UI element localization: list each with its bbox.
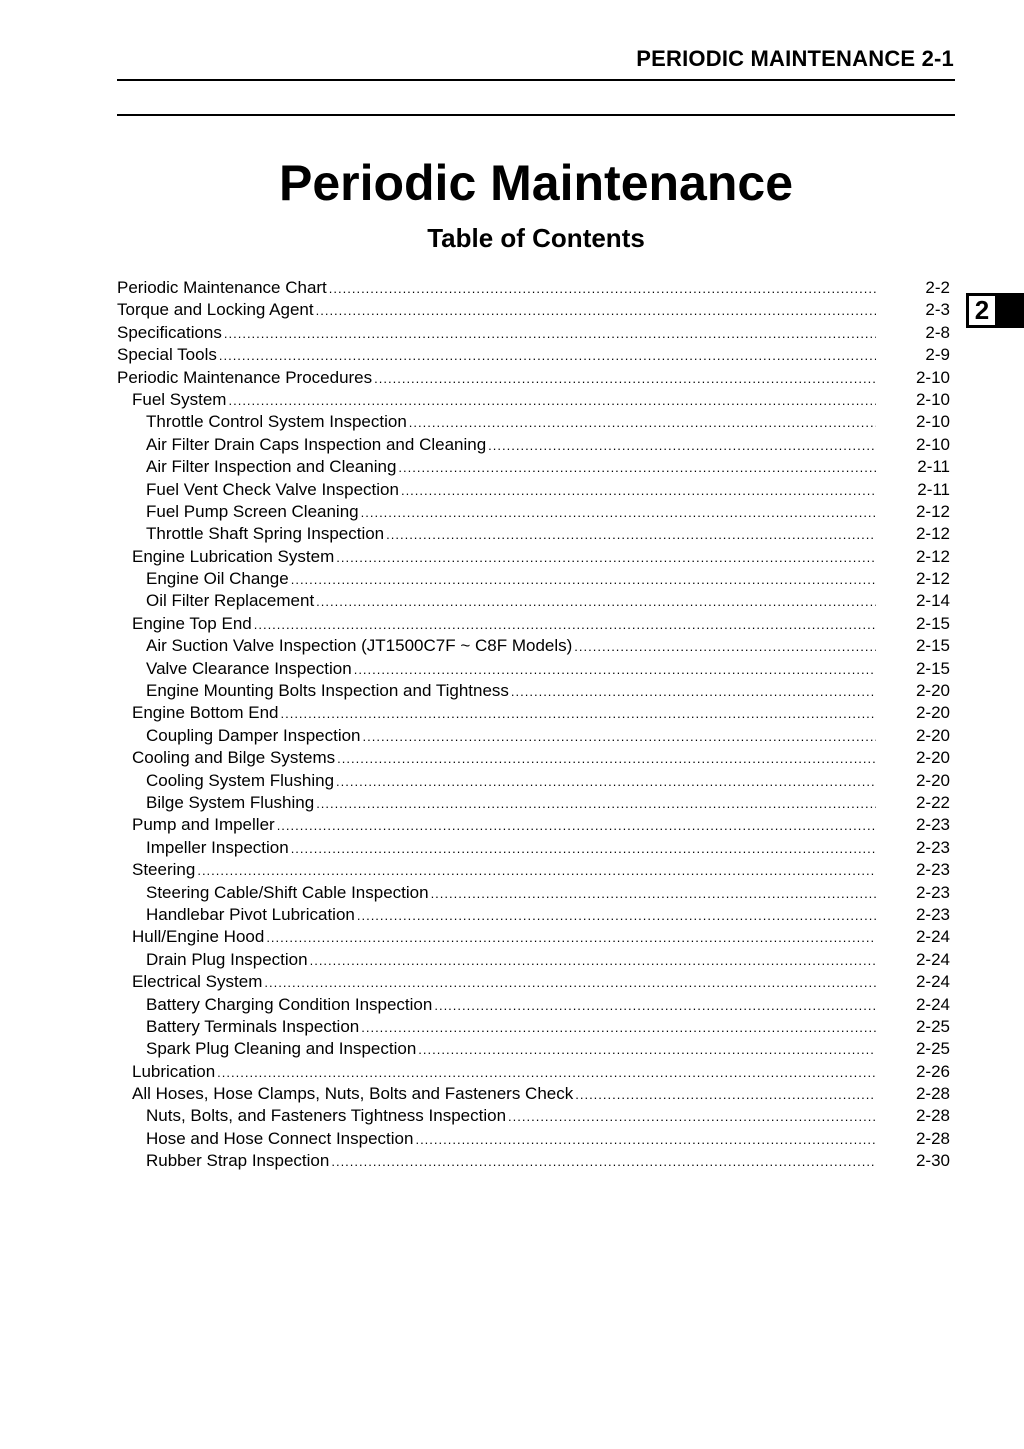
toc-entry-page: 2-3 xyxy=(925,300,950,320)
toc-entry-page: 2-12 xyxy=(915,569,950,589)
dot-leader xyxy=(357,905,876,927)
dot-leader xyxy=(291,569,876,591)
toc-entry-page: 2-12 xyxy=(915,546,950,566)
toc-entry-page: 2-23 xyxy=(915,882,950,902)
dot-leader xyxy=(219,345,876,367)
toc-entry-label: Special Tools xyxy=(117,345,217,365)
dot-leader xyxy=(310,950,876,972)
toc-entry-page: 2-28 xyxy=(915,1106,950,1126)
running-header-title: PERIODIC MAINTENANCE 2-1 xyxy=(636,46,954,71)
chapter-tab-number: 2 xyxy=(968,295,996,326)
dot-leader xyxy=(316,300,876,322)
toc-entry[interactable] xyxy=(117,792,952,814)
toc-entry[interactable] xyxy=(117,837,952,859)
dot-leader xyxy=(575,1084,876,1106)
toc-entry[interactable] xyxy=(117,501,952,523)
toc-entry[interactable] xyxy=(117,770,952,792)
toc-entry-label: Periodic Maintenance Chart xyxy=(117,278,327,297)
dot-leader xyxy=(336,547,876,569)
toc-entry-page: 2-20 xyxy=(915,703,950,723)
toc-entry-label: Spark Plug Cleaning and Inspection xyxy=(146,1039,417,1059)
toc-entry-page: 2-24 xyxy=(915,994,950,1014)
toc-entry-page: 2-23 xyxy=(915,904,950,924)
dot-leader xyxy=(386,524,876,546)
dot-leader xyxy=(511,681,876,703)
toc-entry-page: 2-10 xyxy=(915,434,950,454)
dot-leader xyxy=(354,659,876,681)
toc-entry-label: Periodic Maintenance Procedures xyxy=(117,367,373,387)
toc-entry-page: 2-24 xyxy=(915,927,950,947)
dot-leader xyxy=(277,815,876,837)
toc-entry[interactable] xyxy=(117,613,952,635)
dot-leader xyxy=(415,1129,876,1151)
toc-entry-label: Battery Terminals Inspection xyxy=(146,1016,360,1036)
toc-entry-label: All Hoses, Hose Clamps, Nuts, Bolts and Fasteners Check xyxy=(132,1084,574,1104)
toc-entry[interactable] xyxy=(117,725,952,747)
toc-entry-page: 2-23 xyxy=(915,860,950,880)
dot-leader xyxy=(228,390,876,412)
toc-entry-page: 2-26 xyxy=(915,1061,950,1081)
toc-entry-label: Steering xyxy=(132,860,196,880)
toc-entry[interactable] xyxy=(117,814,952,836)
toc-entry-label: Valve Clearance Inspection xyxy=(146,658,352,678)
toc-entry-label: Cooling System Flushing xyxy=(146,770,335,790)
toc-entry[interactable] xyxy=(117,1016,952,1038)
toc-entry-page: 2-9 xyxy=(925,345,950,365)
dot-leader xyxy=(374,368,876,390)
dot-leader xyxy=(401,480,876,502)
toc-entry[interactable] xyxy=(117,702,952,724)
dot-leader xyxy=(329,278,876,300)
toc-entry[interactable] xyxy=(117,904,952,926)
toc-entry-label: Engine Mounting Bolts Inspection and Tightness xyxy=(146,681,509,701)
toc-entry-label: Engine Top End xyxy=(132,613,252,633)
table-of-contents xyxy=(117,277,952,1173)
toc-entry-page: 2-25 xyxy=(915,1039,950,1059)
toc-entry-label: Air Filter Drain Caps Inspection and Cleaning xyxy=(146,434,487,454)
toc-entry[interactable] xyxy=(117,277,952,299)
toc-entry[interactable] xyxy=(117,949,952,971)
header-rule xyxy=(117,79,955,81)
toc-entry[interactable] xyxy=(117,1105,952,1127)
toc-heading: Table of Contents xyxy=(427,223,645,253)
toc-entry[interactable] xyxy=(117,434,952,456)
toc-entry-label: Fuel Vent Check Valve Inspection xyxy=(146,479,399,499)
toc-entry-page: 2-2 xyxy=(925,278,950,297)
toc-entry-page: 2-23 xyxy=(915,837,950,857)
toc-entry-label: Cooling and Bilge Systems xyxy=(132,748,336,768)
toc-entry[interactable] xyxy=(117,1128,952,1150)
toc-entry-page: 2-15 xyxy=(915,636,950,656)
toc-entry-label: Electrical System xyxy=(132,972,263,992)
toc-entry-label: Impeller Inspection xyxy=(146,837,289,857)
toc-entry-page: 2-20 xyxy=(915,748,950,768)
toc-entry[interactable] xyxy=(117,1083,952,1105)
toc-entry[interactable] xyxy=(117,322,952,344)
toc-entry-label: Steering Cable/Shift Cable Inspection xyxy=(146,882,429,902)
toc-entry-page: 2-10 xyxy=(915,367,950,387)
toc-entry[interactable] xyxy=(117,747,952,769)
dot-leader xyxy=(331,1151,876,1173)
toc-entry-label: Lubrication xyxy=(132,1061,216,1081)
toc-entry-page: 2-10 xyxy=(915,412,950,432)
chapter-tab xyxy=(966,293,1024,328)
dot-leader xyxy=(363,726,876,748)
dot-leader xyxy=(264,972,876,994)
dot-leader xyxy=(316,793,876,815)
toc-entry-label: Nuts, Bolts, and Fasteners Tightness Inspection xyxy=(146,1106,507,1126)
toc-entry-label: Throttle Control System Inspection xyxy=(146,412,407,432)
toc-entry[interactable] xyxy=(117,1150,952,1172)
toc-entry[interactable] xyxy=(117,859,952,881)
dot-leader xyxy=(361,1017,876,1039)
toc-entry-label: Specifications xyxy=(117,322,222,342)
toc-entry-label: Coupling Damper Inspection xyxy=(146,725,361,745)
toc-entry-label: Fuel System xyxy=(132,389,227,409)
toc-entry-page: 2-24 xyxy=(915,949,950,969)
page-title: Periodic Maintenance xyxy=(278,155,794,211)
toc-entry-label: Oil Filter Replacement xyxy=(146,591,315,611)
toc-entry[interactable] xyxy=(117,523,952,545)
header-rule-secondary xyxy=(117,114,955,116)
dot-leader xyxy=(574,636,876,658)
dot-leader xyxy=(316,591,876,613)
dot-leader xyxy=(197,860,876,882)
toc-entry-page: 2-28 xyxy=(915,1128,950,1148)
toc-entry[interactable] xyxy=(117,568,952,590)
toc-entry-label: Hull/Engine Hood xyxy=(132,927,265,947)
toc-entry-label: Bilge System Flushing xyxy=(146,792,315,812)
toc-entry-page: 2-15 xyxy=(915,658,950,678)
toc-entry[interactable] xyxy=(117,590,952,612)
toc-entry[interactable] xyxy=(117,994,952,1016)
toc-entry-page: 2-24 xyxy=(915,972,950,992)
toc-entry-page: 2-30 xyxy=(915,1151,950,1171)
toc-entry-page: 2-15 xyxy=(915,613,950,633)
dot-leader xyxy=(217,1062,876,1084)
toc-entry-label: Air Suction Valve Inspection (JT1500C7F ~ C8F Models) xyxy=(146,636,573,656)
toc-entry[interactable] xyxy=(117,456,952,478)
toc-entry-page: 2-25 xyxy=(915,1016,950,1036)
toc-entry-label: Torque and Locking Agent xyxy=(117,300,314,320)
toc-entry[interactable] xyxy=(117,658,952,680)
toc-entry-label: Air Filter Inspection and Cleaning xyxy=(146,457,397,477)
toc-entry-page: 2-23 xyxy=(915,815,950,835)
dot-leader xyxy=(336,771,876,793)
toc-entry-label: Drain Plug Inspection xyxy=(146,949,308,969)
dot-leader xyxy=(434,995,876,1017)
toc-entry-page: 2-22 xyxy=(915,792,950,812)
toc-entry[interactable] xyxy=(117,299,952,321)
toc-entry-label: Rubber Strap Inspection xyxy=(146,1151,330,1171)
toc-entry-page: 2-10 xyxy=(915,389,950,409)
toc-entry-page: 2-20 xyxy=(915,681,950,701)
toc-entry-page: 2-12 xyxy=(915,524,950,544)
toc-entry[interactable] xyxy=(117,367,952,389)
dot-leader xyxy=(291,838,876,860)
toc-entry-label: Engine Oil Change xyxy=(146,569,289,589)
toc-entry-label: Throttle Shaft Spring Inspection xyxy=(146,524,385,544)
dot-leader xyxy=(488,435,876,457)
toc-entry-page: 2-12 xyxy=(915,501,950,521)
toc-entry[interactable] xyxy=(117,411,952,433)
toc-entry[interactable] xyxy=(117,680,952,702)
dot-leader xyxy=(431,883,876,905)
dot-leader xyxy=(361,502,876,524)
dot-leader xyxy=(398,457,876,479)
toc-entry-label: Battery Charging Condition Inspection xyxy=(146,994,433,1014)
toc-entry-label: Pump and Impeller xyxy=(132,815,275,835)
toc-entry[interactable] xyxy=(117,882,952,904)
toc-entry-page: 2-20 xyxy=(915,770,950,790)
toc-entry-label: Fuel Pump Screen Cleaning xyxy=(146,501,359,521)
toc-entry-label: Engine Lubrication System xyxy=(132,546,335,566)
toc-entry-page: 2-8 xyxy=(925,322,950,342)
dot-leader xyxy=(337,748,876,770)
toc-entry-page: 2-14 xyxy=(915,591,950,611)
toc-entry[interactable] xyxy=(117,344,952,366)
toc-entry-label: Hose and Hose Connect Inspection xyxy=(146,1128,414,1148)
dot-leader xyxy=(224,323,876,345)
toc-entry-page: 2-28 xyxy=(915,1084,950,1104)
toc-entry[interactable] xyxy=(117,926,952,948)
toc-entry-page: 2-11 xyxy=(917,479,950,499)
dot-leader xyxy=(266,927,876,949)
toc-entry[interactable] xyxy=(117,971,952,993)
toc-entry[interactable] xyxy=(117,1061,952,1083)
dot-leader xyxy=(508,1106,876,1128)
toc-entry-label: Engine Bottom End xyxy=(132,703,279,723)
toc-entry[interactable] xyxy=(117,546,952,568)
toc-entry[interactable] xyxy=(117,479,952,501)
toc-entry-label: Handlebar Pivot Lubrication xyxy=(146,904,355,924)
toc-entry-page: 2-11 xyxy=(917,457,950,477)
toc-entry-page: 2-20 xyxy=(915,725,950,745)
toc-entry[interactable] xyxy=(117,635,952,657)
toc-entry[interactable] xyxy=(117,389,952,411)
dot-leader xyxy=(418,1039,876,1061)
dot-leader xyxy=(280,703,876,725)
toc-entry[interactable] xyxy=(117,1038,952,1060)
dot-leader xyxy=(409,412,876,434)
dot-leader xyxy=(254,614,876,636)
